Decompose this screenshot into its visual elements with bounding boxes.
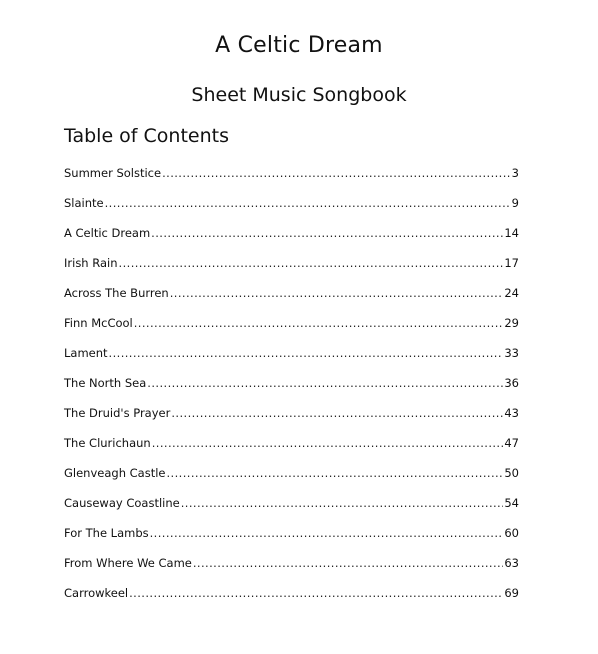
- table-of-contents-heading: Table of Contents: [64, 125, 229, 147]
- toc-entry: [64, 190, 519, 220]
- toc-entry: [64, 280, 519, 310]
- toc-entry-page: 36: [504, 376, 519, 390]
- toc-dot-leader: [171, 400, 503, 426]
- toc-entry: [64, 340, 519, 370]
- toc-dot-leader: [129, 580, 503, 606]
- toc-entry-page: 69: [504, 586, 519, 600]
- toc-entry-title: Glenveagh Castle: [64, 466, 166, 480]
- toc-entry-page: 43: [504, 406, 519, 420]
- toc-entry-title: For The Lambs: [64, 526, 149, 540]
- toc-entry-title: Finn McCool: [64, 316, 133, 330]
- toc-entry-title: Across The Burren: [64, 286, 169, 300]
- toc-entry-page: 29: [504, 316, 519, 330]
- toc-entry: [64, 580, 519, 610]
- toc-entry: [64, 490, 519, 520]
- toc-entry: [64, 430, 519, 460]
- toc-entry-page: 24: [504, 286, 519, 300]
- toc-entry: [64, 220, 519, 250]
- toc-entry-page: 17: [504, 256, 519, 270]
- toc-dot-leader: [193, 550, 503, 576]
- toc-dot-leader: [105, 190, 511, 216]
- document-subtitle: Sheet Music Songbook: [191, 84, 407, 106]
- toc-dot-leader: [170, 280, 504, 306]
- toc-entry-page: 3: [511, 166, 519, 180]
- toc-dot-leader: [151, 220, 503, 246]
- toc-entry-title: The North Sea: [64, 376, 147, 390]
- toc-dot-leader: [152, 430, 504, 456]
- toc-entry-page: 9: [511, 196, 519, 210]
- toc-dot-leader: [134, 310, 504, 336]
- toc-entry-title: From Where We Came: [64, 556, 192, 570]
- toc-entry-title: The Druid's Prayer: [64, 406, 171, 420]
- toc-dot-leader: [181, 490, 504, 516]
- toc-dot-leader: [147, 370, 503, 396]
- document-title: A Celtic Dream: [215, 33, 383, 58]
- table-of-contents-list: [64, 160, 519, 610]
- toc-dot-leader: [119, 250, 504, 276]
- toc-entry-title: Lament: [64, 346, 108, 360]
- toc-entry-title: Carrowkeel: [64, 586, 129, 600]
- toc-entry: [64, 460, 519, 490]
- toc-entry-title: Summer Solstice: [64, 166, 162, 180]
- toc-entry-page: 50: [504, 466, 519, 480]
- toc-entry: [64, 250, 519, 280]
- toc-entry-title: Irish Rain: [64, 256, 118, 270]
- toc-entry-page: 47: [504, 436, 519, 450]
- toc-entry: [64, 310, 519, 340]
- toc-entry: [64, 520, 519, 550]
- toc-entry-title: Causeway Coastline: [64, 496, 180, 510]
- toc-dot-leader: [167, 460, 504, 486]
- toc-dot-leader: [150, 520, 504, 546]
- toc-entry-page: 14: [504, 226, 519, 240]
- toc-entry: [64, 370, 519, 400]
- toc-dot-leader: [109, 340, 504, 366]
- toc-entry-page: 33: [504, 346, 519, 360]
- toc-entry-page: 54: [504, 496, 519, 510]
- toc-entry: [64, 550, 519, 580]
- toc-entry-title: A Celtic Dream: [64, 226, 151, 240]
- toc-entry: [64, 400, 519, 430]
- toc-entry-title: Slainte: [64, 196, 104, 210]
- toc-entry-page: 63: [504, 556, 519, 570]
- toc-entry-title: The Clurichaun: [64, 436, 151, 450]
- toc-entry-page: 60: [504, 526, 519, 540]
- toc-dot-leader: [162, 160, 511, 186]
- toc-entry: [64, 160, 519, 190]
